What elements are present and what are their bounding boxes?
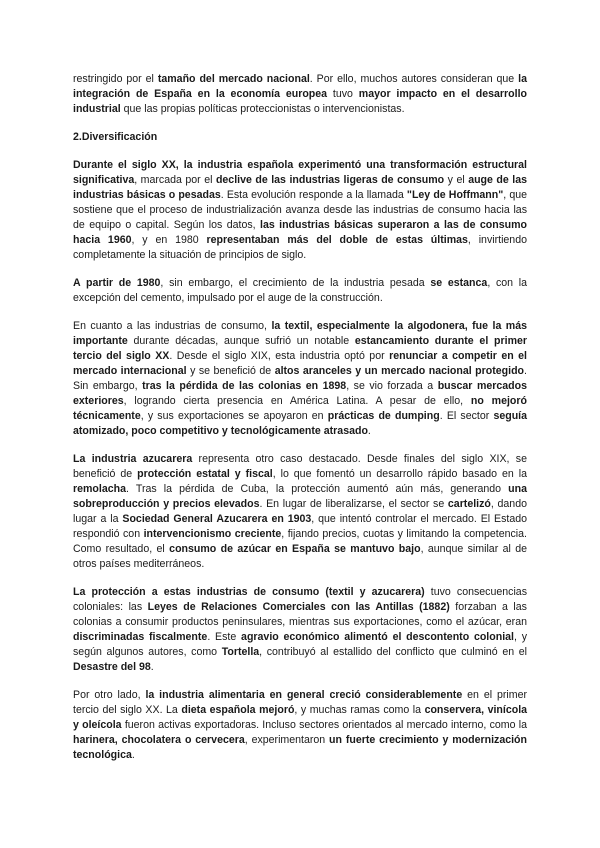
bold-text-run: A partir de 1980 (73, 277, 161, 289)
text-run: . Por ello, muchos autores consideran que (309, 73, 519, 85)
paragraph-intro-continuation (73, 72, 527, 117)
paragraph-consecuencias-coloniales (73, 585, 527, 675)
bold-text-run: prácticas de dumping (327, 410, 440, 422)
text-run: durante décadas, aunque sufrió un notable (127, 335, 355, 347)
text-run: . Tras la pérdida de Cuba, la protección aumentó aún más, generando (126, 483, 509, 495)
bold-text-run: la industria alimentaria en general creció considerablemente (145, 689, 463, 701)
bold-text-run: agravio económico alimentó el descontento colonial (241, 631, 514, 643)
text-run: , y muchas ramas como la (294, 704, 425, 716)
bold-text-run: "Ley de Hoffmann" (406, 189, 504, 201)
text-run: , lo que fomentó un desarrollo rápido basado en la (272, 468, 527, 480)
text-run: en el primer tercio del siglo XX. La (73, 689, 527, 716)
bold-text-run: Sociedad General Azucarera en 1903 (122, 513, 312, 525)
paragraph-hoffmann (73, 158, 527, 263)
text-run: tuvo consecuencias coloniales: las (73, 586, 527, 613)
text-run: . (150, 661, 154, 673)
text-run: , que sostiene que el proceso de industrialización avanza desde las industrias de consumo hacia las de equipo o capital. Según los datos, (73, 189, 528, 231)
text-run: , se vio forzada a (346, 380, 438, 392)
bold-text-run: la integración de España en la economía europea (73, 73, 527, 100)
bold-text-run: Desastre del 98 (73, 661, 151, 673)
bold-text-run: no mejoró técnicamente (73, 395, 527, 422)
bold-text-run: Leyes de Relaciones Comerciales con las Antillas (1882) (147, 601, 450, 613)
text-run: , invirtiendo completamente la situación de principios de siglo. (73, 234, 527, 261)
text-run: , y en 1980 (131, 234, 207, 246)
bold-text-run: se estanca (430, 277, 488, 289)
text-run: , experimentaron (244, 734, 330, 746)
bold-text-run: renunciar a competir en el mercado internacional (73, 350, 527, 377)
bold-text-run: cartelizó (447, 498, 491, 510)
bold-text-run: una sobreproducción y precios elevados (73, 483, 527, 510)
bold-text-run: un fuerte crecimiento y modernización tecnológica (73, 734, 527, 761)
bold-text-run: consumo de azúcar en España se mantuvo bajo (169, 543, 421, 555)
bold-text-run: la textil, especialmente la algodonera, fue la más importante (73, 320, 527, 347)
text-run: , dando lugar a la (73, 498, 527, 525)
text-run: restringido por el (73, 73, 158, 85)
text-run: . Desde el siglo XIX, esta industria optó por (169, 350, 390, 362)
bold-text-run: mayor impacto en el desarrollo industrial (73, 88, 527, 115)
text-run: , con la excepción del cemento, impulsado por el auge de la construcción. (73, 277, 528, 304)
bold-text-run: La industria azucarera (73, 453, 193, 465)
text-run: , aunque similar al de otros países mediterráneos. (73, 543, 528, 570)
paragraph-azucarera (73, 452, 527, 572)
text-run: y el (444, 174, 469, 186)
text-run: , logrando cierta presencia en América Latina. A pesar de ello, (123, 395, 471, 407)
text-run: . Esta evolución responde a la llamada (220, 189, 407, 201)
bold-text-run: auge de las industrias básicas o pesadas (73, 174, 527, 201)
bold-text-run: dieta española mejoró (181, 704, 295, 716)
bold-text-run: representaban más del doble de estas últimas (206, 234, 468, 246)
bold-text-run: tras la pérdida de las colonias en 1898 (142, 380, 347, 392)
bold-text-run: conservera, vinícola y oleícola (73, 704, 528, 731)
text-run: , marcada por el (134, 174, 216, 186)
bold-text-run: La protección a estas industrias de consumo (textil y azucarera) (73, 586, 425, 598)
bold-text-run: intervencionismo creciente (143, 528, 282, 540)
text-run: Por otro lado, (73, 689, 146, 701)
text-run: En cuanto a las industrias de consumo, (73, 320, 272, 332)
text-run: fueron activas exportadoras. Incluso sectores orientados al mercado interno, como la (121, 719, 527, 731)
bold-text-run: remolacha (73, 483, 126, 495)
bold-text-run: buscar mercados exteriores (73, 380, 527, 407)
text-run: , contribuyó al estallido del conflicto que culminó en el (259, 646, 527, 658)
bold-text-run: seguía atomizado, poco competitivo y tecnológicamente atrasado (73, 410, 527, 437)
text-run: . (131, 749, 135, 761)
text-run: representa otro caso destacado. Desde finales del siglo XIX, se benefició de (73, 453, 527, 480)
text-run: . (367, 425, 371, 437)
text-run: forzaban a las colonias a consumir productos peninsulares, mientras sus exportaciones, como el azúcar, eran (73, 601, 527, 628)
text-run: y se benefició de (186, 365, 275, 377)
bold-text-run: tamaño del mercado nacional (157, 73, 310, 85)
text-run: . En lugar de liberalizarse, el sector se (259, 498, 448, 510)
bold-text-run: harinera, chocolatera o cervecera (73, 734, 245, 746)
text-run: , y sus exportaciones se apoyaron en (140, 410, 328, 422)
bold-text-run: las industrias básicas superaron a las de consumo hacia 1960 (73, 219, 527, 246)
text-run: , que intentó controlar el mercado. El Estado respondió con (73, 513, 528, 540)
bold-text-run: discriminadas fiscalmente (73, 631, 208, 643)
bold-text-run: protección estatal y fiscal (137, 468, 273, 480)
paragraph-textil (73, 319, 527, 439)
text-run: tuvo (327, 88, 359, 100)
text-run: , fijando precios, cuotas y limitando la competencia. Como resultado, el (73, 528, 527, 555)
text-run: . El sector (439, 410, 494, 422)
bold-text-run: Tortella (221, 646, 260, 658)
text-run: . Sin embargo, (73, 365, 527, 392)
section-heading: 2.Diversificación (73, 131, 158, 143)
bold-text-run: declive de las industrias ligeras de consumo (215, 174, 445, 186)
paragraph-1980 (73, 276, 527, 306)
text-run: . Este (207, 631, 242, 643)
bold-text-run: estancamiento durante el primer tercio del siglo XX (73, 335, 527, 362)
paragraph-alimentaria (73, 688, 527, 763)
text-run: , y según algunos autores, como (73, 631, 528, 658)
bold-text-run: Durante el siglo XX, la industria española experimentó una transformación estructural significativa (73, 159, 527, 186)
text-run: que las propias políticas proteccionistas o intervencionistas. (120, 103, 405, 115)
text-run: , sin embargo, el crecimiento de la industria pesada (160, 277, 431, 289)
bold-text-run: altos aranceles y un mercado nacional protegido (274, 365, 525, 377)
